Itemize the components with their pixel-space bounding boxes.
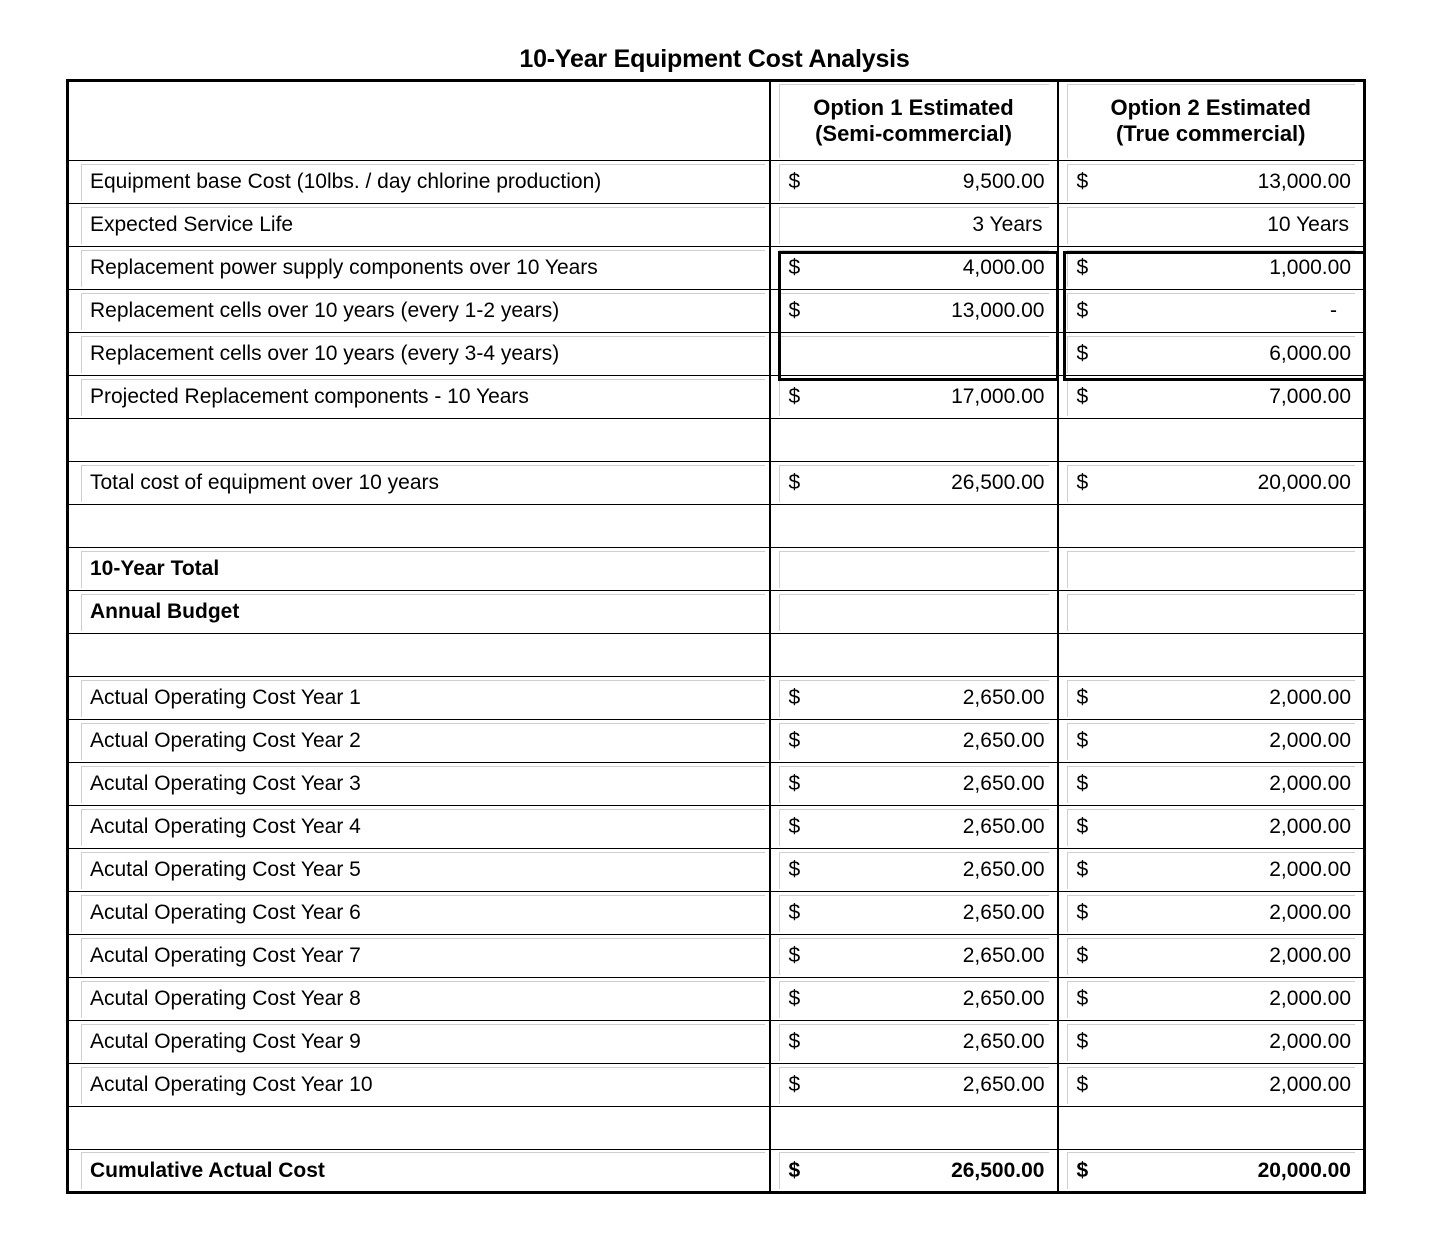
currency-symbol: $ [788, 170, 801, 193]
currency-value [779, 852, 1049, 889]
currency-value [779, 809, 1049, 846]
row-label-cell-operating-cost-year-8[interactable] [68, 978, 770, 1021]
value-cell-option1-operating-cost-year-5[interactable] [770, 849, 1058, 892]
value-cell-option2-equipment-base-cost[interactable] [1058, 161, 1365, 204]
row-label-cell-spacer-4[interactable] [68, 1107, 770, 1150]
currency-value [779, 981, 1049, 1018]
currency-value [1067, 379, 1356, 416]
currency-value [1067, 293, 1356, 330]
empty-strip [1071, 422, 1360, 459]
row-label-cell-operating-cost-year-2[interactable] [68, 720, 770, 763]
currency-amount: 2,650.00 [962, 944, 1045, 967]
currency-value [1067, 766, 1356, 803]
currency-symbol: $ [788, 385, 801, 408]
row-label: Acutal Operating Cost Year 8 [81, 981, 765, 1018]
currency-amount: 20,000.00 [1257, 471, 1351, 494]
value-cell-option2-operating-cost-year-3[interactable] [1058, 763, 1365, 806]
header-cell-option2 [1058, 81, 1365, 161]
table-row [68, 376, 1365, 419]
currency-value [1067, 809, 1356, 846]
header-option2-line1: Option 2 Estimated [1110, 95, 1311, 120]
currency-symbol: $ [1076, 1158, 1089, 1182]
value-cell-option2-expected-service-life[interactable] [1058, 204, 1365, 247]
currency-amount: 2,000.00 [1269, 729, 1351, 752]
currency-value [1067, 465, 1356, 502]
row-label: Equipment base Cost (10lbs. / day chlorine production) [81, 164, 765, 201]
currency-value [1067, 1152, 1356, 1189]
currency-amount: 1,000.00 [1269, 256, 1351, 279]
currency-amount: 13,000.00 [951, 299, 1045, 322]
table-row [68, 978, 1365, 1021]
value-cell-option2-replacement-cells-3-4-years[interactable] [1058, 333, 1365, 376]
value-cell-option2-total-cost-equipment-10-years[interactable] [1058, 462, 1365, 505]
value-cell-option1-operating-cost-year-3[interactable] [770, 763, 1058, 806]
currency-value [1067, 680, 1356, 717]
currency-value [779, 1152, 1049, 1189]
row-label: Expected Service Life [81, 207, 765, 244]
currency-symbol: $ [1076, 256, 1089, 279]
currency-amount: 26,500.00 [951, 471, 1045, 494]
value-cell-option1-operating-cost-year-9[interactable] [770, 1021, 1058, 1064]
currency-value [779, 250, 1049, 287]
currency-symbol: $ [1076, 944, 1089, 967]
value-cell-option2-operating-cost-year-6[interactable] [1058, 892, 1365, 935]
value-cell-option1-annual-budget[interactable] [770, 591, 1058, 634]
currency-value [779, 1024, 1049, 1061]
table-row [68, 935, 1365, 978]
value-cell-option1-operating-cost-year-8[interactable] [770, 978, 1058, 1021]
currency-value [779, 164, 1049, 201]
table-row [68, 849, 1365, 892]
currency-symbol: $ [788, 815, 801, 838]
row-label: Total cost of equipment over 10 years [81, 465, 765, 502]
value-cell-option1-operating-cost-year-1[interactable] [770, 677, 1058, 720]
row-label-cell-spacer-2[interactable] [68, 505, 770, 548]
value-cell-option1-operating-cost-year-2[interactable] [770, 720, 1058, 763]
row-label: Acutal Operating Cost Year 10 [81, 1067, 765, 1104]
currency-value [1067, 895, 1356, 932]
value-cell-option1-cumulative-actual-cost[interactable] [770, 1150, 1058, 1193]
currency-symbol: $ [788, 299, 801, 322]
value-text: 3 Years [972, 213, 1043, 236]
currency-amount: 17,000.00 [951, 385, 1045, 408]
currency-symbol: $ [1076, 385, 1089, 408]
currency-amount: 20,000.00 [1257, 1158, 1351, 1182]
currency-symbol: $ [788, 256, 801, 279]
row-label-cell-projected-replacement-components[interactable] [68, 376, 770, 419]
currency-amount: 6,000.00 [1269, 342, 1351, 365]
currency-symbol: $ [788, 772, 801, 795]
currency-value [1067, 981, 1356, 1018]
currency-symbol: $ [1076, 987, 1089, 1010]
currency-symbol: $ [1076, 729, 1089, 752]
row-label: Acutal Operating Cost Year 6 [81, 895, 765, 932]
currency-amount: 2,650.00 [962, 815, 1045, 838]
currency-symbol: $ [788, 471, 801, 494]
table-row [68, 806, 1365, 849]
table-row [68, 161, 1365, 204]
empty-value [1067, 551, 1356, 588]
value-cell-option2-spacer-3[interactable] [1058, 634, 1365, 677]
value-cell-option2-operating-cost-year-7[interactable] [1058, 935, 1365, 978]
currency-value [1067, 852, 1356, 889]
row-label: Acutal Operating Cost Year 7 [81, 938, 765, 975]
value-cell-option1-ten-year-total[interactable] [770, 548, 1058, 591]
row-label-cell-cumulative-actual-cost[interactable] [68, 1150, 770, 1193]
value-cell-option2-operating-cost-year-4[interactable] [1058, 806, 1365, 849]
value-cell-option2-replacement-power-supply[interactable] [1058, 247, 1365, 290]
row-label: Replacement cells over 10 years (every 1-2 years) [81, 293, 765, 330]
empty-strip [783, 1110, 1053, 1147]
table-row [68, 247, 1365, 290]
table-row [68, 677, 1365, 720]
page-title: 10-Year Equipment Cost Analysis [519, 45, 910, 73]
value-cell-option1-equipment-base-cost[interactable] [770, 161, 1058, 204]
value-cell-option1-operating-cost-year-4[interactable] [770, 806, 1058, 849]
row-label-cell-replacement-cells-1-2-years[interactable] [68, 290, 770, 333]
empty-strip [783, 422, 1053, 459]
value-cell-option1-spacer-2[interactable] [770, 505, 1058, 548]
row-label: Replacement cells over 10 years (every 3-4 years) [81, 336, 765, 373]
currency-value [779, 723, 1049, 760]
empty-strip [1071, 1110, 1360, 1147]
table-body [68, 161, 1365, 1193]
currency-amount: 2,650.00 [962, 686, 1045, 709]
table-row [68, 763, 1365, 806]
row-label: Cumulative Actual Cost [81, 1152, 765, 1189]
value-cell-option1-spacer-3[interactable] [770, 634, 1058, 677]
empty-value [1067, 594, 1356, 631]
currency-amount: 2,000.00 [1269, 1030, 1351, 1053]
value-cell-option1-operating-cost-year-7[interactable] [770, 935, 1058, 978]
row-label: Acutal Operating Cost Year 4 [81, 809, 765, 846]
currency-amount: 4,000.00 [962, 256, 1045, 279]
currency-amount: 2,000.00 [1269, 1073, 1351, 1096]
row-label-cell-total-cost-equipment-10-years[interactable] [68, 462, 770, 505]
empty-strip [1071, 508, 1360, 545]
currency-amount: 2,650.00 [962, 772, 1045, 795]
empty-value [779, 594, 1049, 631]
currency-symbol: $ [788, 987, 801, 1010]
header-row [68, 81, 1365, 161]
currency-symbol: $ [788, 858, 801, 881]
currency-symbol: $ [1076, 772, 1089, 795]
row-label-cell-ten-year-total[interactable] [68, 548, 770, 591]
currency-symbol: $ [1076, 686, 1089, 709]
currency-value [1067, 336, 1356, 373]
header-cell-label [68, 81, 770, 161]
currency-value [779, 1067, 1049, 1104]
value-cell-option1-spacer-1[interactable] [770, 419, 1058, 462]
value-cell-option2-operating-cost-year-9[interactable] [1058, 1021, 1365, 1064]
row-label: Acutal Operating Cost Year 5 [81, 852, 765, 889]
value-cell-option1-replacement-cells-3-4-years[interactable] [770, 333, 1058, 376]
spacer-row [68, 634, 1365, 677]
value-text: 10 Years [1267, 213, 1349, 236]
row-label-cell-annual-budget[interactable] [68, 591, 770, 634]
row-label-cell-spacer-3[interactable] [68, 634, 770, 677]
currency-symbol: $ [1076, 901, 1089, 924]
currency-value [1067, 164, 1356, 201]
row-label-cell-operating-cost-year-1[interactable] [68, 677, 770, 720]
spacer-row [68, 1107, 1365, 1150]
empty-value [779, 336, 1049, 373]
currency-amount: 2,650.00 [962, 901, 1045, 924]
header-option1-line1: Option 1 Estimated [813, 95, 1014, 120]
currency-amount: 2,000.00 [1269, 815, 1351, 838]
table-row [68, 591, 1365, 634]
table-row [68, 892, 1365, 935]
value-cell-option2-operating-cost-year-8[interactable] [1058, 978, 1365, 1021]
currency-amount: 2,650.00 [962, 987, 1045, 1010]
currency-symbol: $ [1076, 1073, 1089, 1096]
row-label: Actual Operating Cost Year 2 [81, 723, 765, 760]
table-row [68, 720, 1365, 763]
currency-amount: 2,650.00 [962, 858, 1045, 881]
value-cell-option2-cumulative-actual-cost[interactable] [1058, 1150, 1365, 1193]
currency-value [779, 465, 1049, 502]
currency-value [1067, 250, 1356, 287]
value-cell-option2-spacer-2[interactable] [1058, 505, 1365, 548]
value-cell-option1-spacer-4[interactable] [770, 1107, 1058, 1150]
row-label-cell-spacer-1[interactable] [68, 419, 770, 462]
row-label-cell-replacement-cells-3-4-years[interactable] [68, 333, 770, 376]
table-row [68, 333, 1365, 376]
currency-amount: 2,650.00 [962, 729, 1045, 752]
value-cell-option1-operating-cost-year-6[interactable] [770, 892, 1058, 935]
currency-symbol: $ [788, 944, 801, 967]
table-row [68, 462, 1365, 505]
currency-value [779, 379, 1049, 416]
row-label: Acutal Operating Cost Year 3 [81, 766, 765, 803]
table-row [68, 1064, 1365, 1107]
currency-symbol: $ [788, 1158, 801, 1182]
currency-amount: 2,000.00 [1269, 858, 1351, 881]
table-row [68, 1150, 1365, 1193]
currency-symbol: $ [1076, 299, 1089, 322]
row-label-cell-equipment-base-cost[interactable] [68, 161, 770, 204]
empty-strip [1071, 637, 1360, 674]
currency-symbol: $ [1076, 815, 1089, 838]
header-option1-line2: (Semi-commercial) [815, 121, 1012, 146]
currency-amount: 2,000.00 [1269, 772, 1351, 795]
row-label: Acutal Operating Cost Year 9 [81, 1024, 765, 1061]
row-label-cell-operating-cost-year-4[interactable] [68, 806, 770, 849]
currency-amount: 2,000.00 [1269, 901, 1351, 924]
value-cell-option1-expected-service-life[interactable] [770, 204, 1058, 247]
value-cell-option2-operating-cost-year-5[interactable] [1058, 849, 1365, 892]
value-cell-option2-projected-replacement-components[interactable] [1058, 376, 1365, 419]
currency-symbol: $ [1076, 170, 1089, 193]
currency-amount: 2,000.00 [1269, 987, 1351, 1010]
row-label-cell-operating-cost-year-3[interactable] [68, 763, 770, 806]
currency-value [779, 938, 1049, 975]
row-label-cell-operating-cost-year-5[interactable] [68, 849, 770, 892]
value-cell-option2-annual-budget[interactable] [1058, 591, 1365, 634]
table-row [68, 548, 1365, 591]
row-label-cell-operating-cost-year-7[interactable] [68, 935, 770, 978]
value-cell-option2-spacer-4[interactable] [1058, 1107, 1365, 1150]
table-row [68, 204, 1365, 247]
currency-symbol: $ [1076, 471, 1089, 494]
value-cell-option1-replacement-power-supply[interactable] [770, 247, 1058, 290]
currency-amount: 13,000.00 [1257, 170, 1351, 193]
row-label: Annual Budget [81, 594, 765, 631]
plain-value [1067, 207, 1356, 244]
empty-strip [81, 422, 765, 459]
value-cell-option2-replacement-cells-1-2-years[interactable] [1058, 290, 1365, 333]
currency-symbol: $ [1076, 342, 1089, 365]
table-header [68, 81, 1365, 161]
currency-amount: 2,650.00 [962, 1073, 1045, 1096]
empty-strip [783, 508, 1053, 545]
currency-amount: 2,000.00 [1269, 944, 1351, 967]
value-cell-option1-replacement-cells-1-2-years[interactable] [770, 290, 1058, 333]
empty-strip [81, 1110, 765, 1147]
value-cell-option2-operating-cost-year-10[interactable] [1058, 1064, 1365, 1107]
spacer-row [68, 419, 1365, 462]
value-cell-option2-spacer-1[interactable] [1058, 419, 1365, 462]
value-cell-option2-operating-cost-year-2[interactable] [1058, 720, 1365, 763]
plain-value [779, 207, 1049, 244]
empty-strip [81, 637, 765, 674]
value-cell-option1-operating-cost-year-10[interactable] [770, 1064, 1058, 1107]
currency-value [1067, 1067, 1356, 1104]
row-label-cell-replacement-power-supply[interactable] [68, 247, 770, 290]
currency-amount: 2,650.00 [962, 1030, 1045, 1053]
value-cell-option1-projected-replacement-components[interactable] [770, 376, 1058, 419]
row-label-cell-operating-cost-year-9[interactable] [68, 1021, 770, 1064]
cost-analysis-table [66, 79, 1366, 1194]
currency-symbol: $ [788, 1030, 801, 1053]
header-cell-option1 [770, 81, 1058, 161]
currency-value [779, 766, 1049, 803]
spacer-row [68, 505, 1365, 548]
empty-value [779, 551, 1049, 588]
currency-value [779, 895, 1049, 932]
empty-strip [81, 508, 765, 545]
table-row [68, 1021, 1365, 1064]
currency-symbol: $ [788, 686, 801, 709]
value-cell-option2-operating-cost-year-1[interactable] [1058, 677, 1365, 720]
row-label-cell-expected-service-life[interactable] [68, 204, 770, 247]
currency-value [1067, 938, 1356, 975]
row-label-cell-operating-cost-year-10[interactable] [68, 1064, 770, 1107]
currency-amount: 7,000.00 [1269, 385, 1351, 408]
table-row [68, 290, 1365, 333]
currency-symbol: $ [1076, 858, 1089, 881]
currency-amount: - [1330, 299, 1337, 322]
currency-value [1067, 723, 1356, 760]
row-label: Projected Replacement components - 10 Years [81, 379, 765, 416]
value-cell-option1-total-cost-equipment-10-years[interactable] [770, 462, 1058, 505]
row-label: Replacement power supply components over 10 Years [81, 250, 765, 287]
row-label: 10-Year Total [81, 551, 765, 588]
empty-strip [783, 637, 1053, 674]
currency-symbol: $ [788, 901, 801, 924]
row-label-cell-operating-cost-year-6[interactable] [68, 892, 770, 935]
value-cell-option2-ten-year-total[interactable] [1058, 548, 1365, 591]
currency-symbol: $ [788, 1073, 801, 1096]
currency-value [1067, 1024, 1356, 1061]
row-label: Actual Operating Cost Year 1 [81, 680, 765, 717]
currency-value [779, 680, 1049, 717]
currency-amount: 9,500.00 [962, 170, 1045, 193]
currency-amount: 26,500.00 [951, 1158, 1045, 1182]
header-option2-line2: (True commercial) [1115, 121, 1306, 146]
currency-symbol: $ [788, 729, 801, 752]
currency-value [779, 293, 1049, 330]
currency-symbol: $ [1076, 1030, 1089, 1053]
currency-amount: 2,000.00 [1269, 686, 1351, 709]
